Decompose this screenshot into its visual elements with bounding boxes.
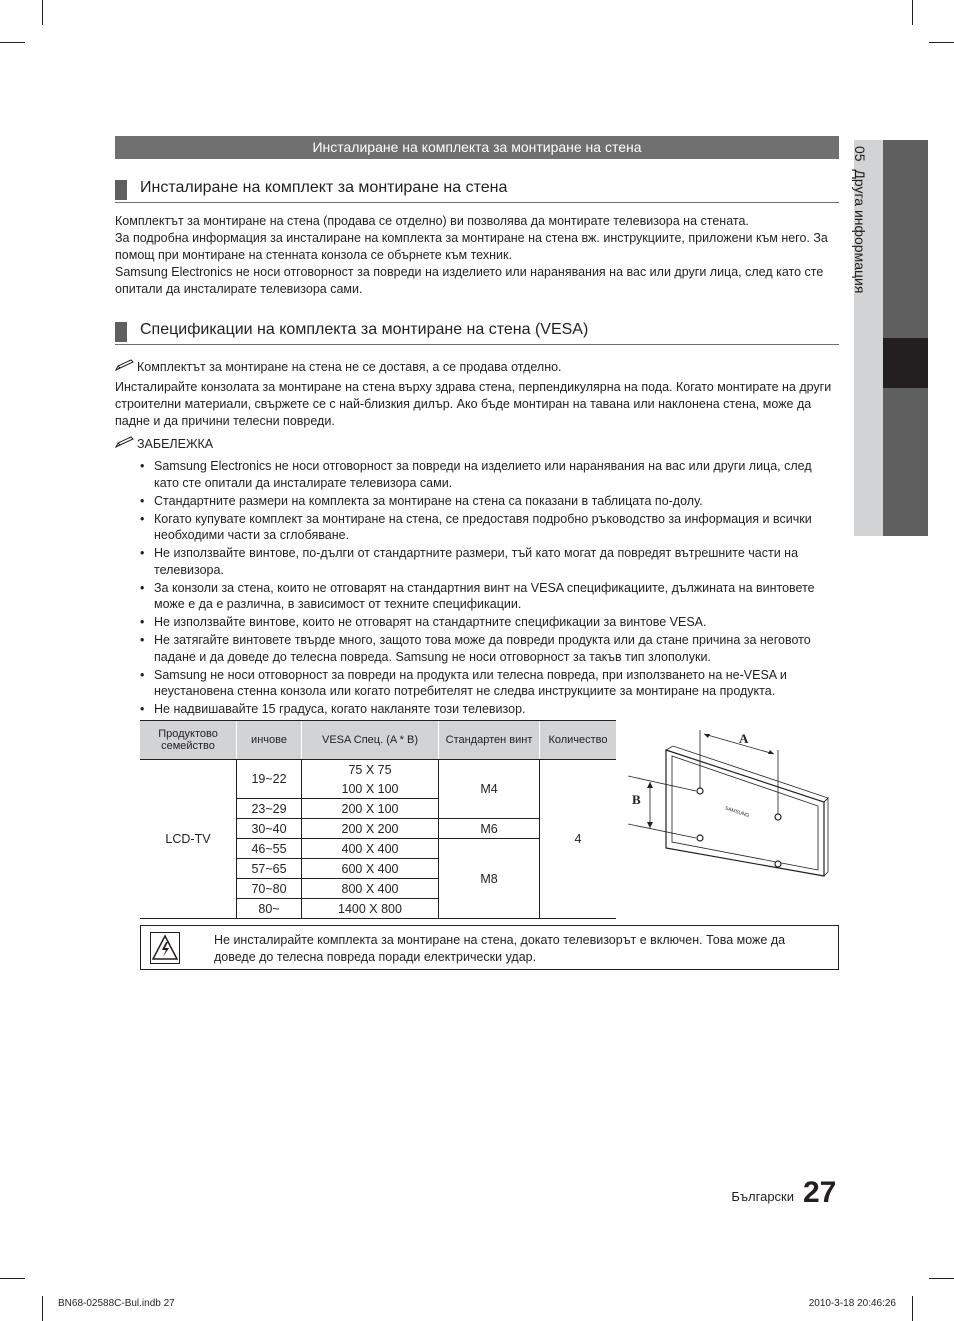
intro-text bbox=[115, 213, 835, 298]
screw-hole bbox=[775, 814, 781, 820]
intro-paragraph: Samsung Electronics не носи отговорност за повреди на изделието или наранявания на вас или други лица, след като сте опитали да инсталирате телевизора сами. bbox=[115, 265, 824, 296]
crop-mark bbox=[42, 0, 43, 25]
crop-mark bbox=[0, 1278, 25, 1279]
list-item: • Не използвайте винтове, по-дълги от стандартните размери, тъй като могат да повредят вътрешните части на телевизора. bbox=[139, 545, 835, 578]
column-header: инчове bbox=[237, 721, 302, 760]
vesa-cell: 800 X 400 bbox=[302, 879, 439, 899]
screw-cell: M4 bbox=[439, 760, 540, 819]
vesa-cell: 1400 X 800 bbox=[302, 899, 439, 919]
print-file-info: BN68-02588C-Bul.indb 27 bbox=[58, 1298, 175, 1309]
chapter-title: Друга информация bbox=[852, 169, 868, 294]
install-paragraph: Инсталирайте конзолата за монтиране на стена върху здрава стена, перпендикулярна на пода. Когато монтирате на други строителни материали, свържете се с най-близкия дилър. Ако бъде монтиран на тавана или наклонена стена, може да падне и да причини телесни повреди. bbox=[115, 380, 832, 428]
screw-hole bbox=[775, 861, 781, 867]
dimension-label-b: B bbox=[632, 792, 641, 807]
vesa-cell: 75 X 75 bbox=[302, 760, 439, 780]
crop-mark bbox=[912, 1296, 913, 1321]
intro-paragraph: За подробна информация за инсталиране на комплекта за монтиране на стена вж. инструкциите, приложени към него. За помощ при монтиране на стенната конзола се обърнете към техник. bbox=[115, 231, 828, 262]
intro-paragraph: Комплектът за монтиране на стена (продава се отделно) ви позволява да монтирате телевизора на стената. bbox=[115, 214, 749, 228]
heading-vesa-spec bbox=[115, 320, 839, 345]
list-item: • Когато купувате комплект за монтиране на стена, се предоставя подробно ръководство за информация и всички необходими части за сглобяване. bbox=[139, 511, 835, 544]
list-item: • Samsung не носи отговорност за повреди на продукта или телесна повреда, при използването на не-VESA и неустановена стенна конзола или когато потребителят не следва инструкциите за монтиране на продукта. bbox=[139, 667, 835, 700]
warning-box bbox=[140, 925, 839, 970]
print-datetime: 2010-3-18 20:46:26 bbox=[808, 1298, 896, 1309]
heading-text: Инсталиране на комплект за монтиране на стена bbox=[140, 179, 508, 196]
inches-cell: 70~80 bbox=[237, 879, 302, 899]
crop-mark bbox=[42, 1296, 43, 1321]
electric-shock-warning-icon bbox=[150, 932, 180, 964]
table-header-row bbox=[140, 721, 616, 760]
page-number: 27 bbox=[803, 1176, 837, 1209]
footer-language: Български bbox=[731, 1189, 794, 1204]
column-header: Продуктово семейство bbox=[140, 721, 237, 760]
table-row bbox=[140, 760, 616, 780]
family-cell: LCD-TV bbox=[140, 760, 237, 919]
column-header: Стандартен винт bbox=[439, 721, 540, 760]
crop-mark bbox=[929, 1278, 954, 1279]
section-title-bar: Инсталиране на комплекта за монтиране на стена bbox=[115, 136, 839, 159]
screw-hole bbox=[697, 835, 703, 841]
crop-mark bbox=[0, 42, 25, 43]
note-text: Комплектът за монтиране на стена не се доставя, а се продава отделно. bbox=[137, 360, 562, 374]
inches-cell: 57~65 bbox=[237, 859, 302, 879]
column-header: VESA Спец. (A * B) bbox=[302, 721, 439, 760]
list-item: • Не надвишавайте 15 градуса, когато накланяте този телевизор. bbox=[139, 701, 835, 718]
inches-cell: 23~29 bbox=[237, 799, 302, 819]
pencil-note-icon bbox=[115, 436, 137, 453]
warning-text: Не инсталирайте комплекта за монтиране на стена, докато телевизорът е включен. Това може да доведе до телесна повреда поради електрически удар. bbox=[214, 933, 786, 964]
vesa-cell: 200 X 200 bbox=[302, 819, 439, 839]
note-sold-separately bbox=[115, 359, 835, 376]
list-item: • За конзоли за стена, които не отговарят на стандартния винт на VESA спецификациите, дължината на винтовете може е да е различна, в зависимост от техните спецификации. bbox=[139, 580, 835, 613]
chapter-number: 05 bbox=[852, 146, 868, 162]
screw-cell: M8 bbox=[439, 839, 540, 919]
quantity-cell: 4 bbox=[540, 760, 617, 919]
vesa-cell: 200 X 100 bbox=[302, 799, 439, 819]
notes-list bbox=[139, 458, 835, 719]
inches-cell: 80~ bbox=[237, 899, 302, 919]
column-header: Количество bbox=[540, 721, 617, 760]
vesa-cell: 600 X 400 bbox=[302, 859, 439, 879]
tv-back-diagram bbox=[628, 722, 834, 878]
vesa-spec-table bbox=[140, 720, 616, 919]
vesa-cell: 100 X 100 bbox=[302, 779, 439, 799]
note-label: ЗАБЕЛЕЖКА bbox=[137, 437, 214, 451]
list-item: • Стандартните размери на комплекта за монтиране на стена са показани в таблицата по-долу. bbox=[139, 493, 835, 510]
list-item: • Не затягайте винтовете твърде много, защото това може да повреди продукта или да стане причина за неговото падане и да доведе до телесна повреда. Samsung не носи отговорност за такъв тип злополуки. bbox=[139, 632, 835, 665]
list-item: • Samsung Electronics не носи отговорност за повреди на изделието или наранявания на вас или други лица, след като сте опитали да инсталирате телевизора сами. bbox=[139, 458, 835, 491]
heading-wall-mount-install bbox=[115, 178, 839, 203]
crop-mark bbox=[929, 42, 954, 43]
inches-cell: 19~22 bbox=[237, 760, 302, 799]
inches-cell: 30~40 bbox=[237, 819, 302, 839]
note-header bbox=[115, 436, 835, 453]
heading-text: Спецификации на комплекта за монтиране на стена (VESA) bbox=[140, 321, 589, 338]
screw-cell: M6 bbox=[439, 819, 540, 839]
heading-marker bbox=[115, 322, 127, 342]
pencil-note-icon bbox=[115, 359, 137, 376]
dimension-label-a: A bbox=[739, 731, 749, 746]
vesa-cell: 400 X 400 bbox=[302, 839, 439, 859]
inches-cell: 46~55 bbox=[237, 839, 302, 859]
list-item: • Не използвайте винтове, които не отговарят на стандартните спецификации за винтове VESA. bbox=[139, 614, 835, 631]
chapter-tab-marker bbox=[883, 338, 928, 388]
chapter-label bbox=[852, 146, 868, 293]
crop-mark bbox=[912, 0, 913, 25]
heading-marker bbox=[115, 180, 127, 200]
brand-logo: SAMSUNG bbox=[723, 805, 750, 820]
screw-hole bbox=[697, 788, 703, 794]
